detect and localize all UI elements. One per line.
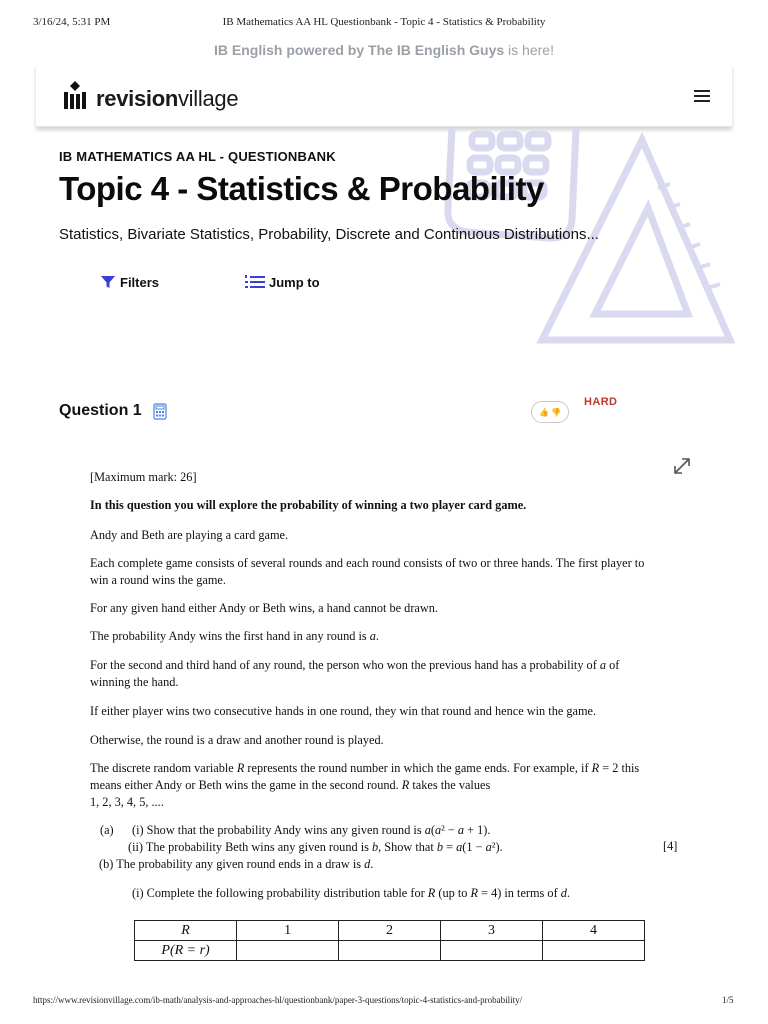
question-paragraph: Otherwise, the round is a draw and another round is played.: [90, 733, 384, 747]
hamburger-menu-icon[interactable]: [694, 90, 710, 102]
part-a-marks: [4]: [663, 839, 678, 853]
logo-text-rest: village: [177, 86, 239, 111]
part-b-i: (i) Complete the following probability distribution table for R (up to R = 4) in terms of d.: [132, 886, 570, 900]
table-row-label: P(R = r): [135, 941, 237, 961]
question-paragraph: Each complete game consists of several rounds and each round consists of two or three hands. The first player to win a round wins the game.: [90, 556, 645, 587]
table-cell: [339, 941, 441, 961]
banner-rest-text: is here!: [504, 42, 554, 58]
table-header-cell: 2: [339, 921, 441, 941]
site-logo[interactable]: [96, 86, 238, 112]
logo-text-bold: revision: [96, 86, 178, 111]
question-paragraph: If either player wins two consecutive hands in one round, they win that round and hence win the game.: [90, 704, 597, 718]
thumbs-down-icon[interactable]: 👎: [551, 407, 561, 417]
question-paragraph: For the second and third hand of any round, the person who won the previous hand has a probability of a of winning the hand.: [90, 658, 620, 689]
filters-label: Filters: [120, 274, 160, 290]
table-cell: [237, 941, 339, 961]
probability-distribution-table: [134, 920, 645, 961]
table-header-cell: 4: [542, 921, 644, 941]
question-paragraph: The discrete random variable R represents the round number in which the game ends. For example, if R = 2 this means either Andy or Beth wins the game in the second round. R takes the values 1, 2, 3, 4, 5, ....: [90, 761, 640, 809]
table-cell: [542, 941, 644, 961]
vote-buttons[interactable]: [531, 401, 569, 423]
part-b: (b) The probability any given round ends in a draw is d.: [99, 857, 374, 871]
table-header-cell: 3: [441, 921, 543, 941]
table-row: [135, 921, 645, 941]
question-intro: In this question you will explore the probability of winning a two player card game.: [90, 498, 527, 512]
print-doc-title: IB Mathematics AA HL Questionbank - Topic 4 - Statistics & Probability: [222, 16, 546, 28]
filters-button[interactable]: [100, 274, 159, 290]
table-header-cell: 1: [237, 921, 339, 941]
part-a-ii: (ii) The probability Beth wins any given round is b, Show that b = a(1 − a²).: [128, 840, 503, 854]
print-footer-url: https://www.revisionvillage.com/ib-math/analysis-and-approaches-hl/questionbank/paper-3-questions/topic-4-statistics-and-probability/: [33, 995, 523, 1005]
part-a-label: (a): [100, 823, 114, 837]
numbered-list-icon: [245, 274, 265, 290]
part-a-i: (i) Show that the probability Andy wins any given round is a(a² − a + 1).: [132, 823, 491, 837]
jump-to-button[interactable]: [245, 274, 320, 290]
books-icon: [63, 80, 87, 110]
question-paragraph: Andy and Beth are playing a card game.: [90, 528, 289, 542]
expand-icon[interactable]: [672, 456, 692, 476]
banner-bold-text: IB English powered by The IB English Guys: [214, 42, 505, 58]
filter-icon: [100, 274, 116, 290]
max-mark: [Maximum mark: 26]: [90, 470, 197, 484]
question-title: Question 1: [59, 402, 142, 419]
calculator-icon[interactable]: [153, 403, 167, 420]
print-datetime: 3/16/24, 5:31 PM: [33, 16, 111, 28]
page-subtitle: Statistics, Bivariate Statistics, Probability, Discrete and Continuous Distributions...: [59, 226, 599, 243]
question-paragraph: For any given hand either Andy or Beth wins, a hand cannot be drawn.: [90, 601, 438, 615]
print-page-number: 1/5: [722, 995, 734, 1005]
table-cell: [441, 941, 543, 961]
table-header-cell: R: [135, 921, 237, 941]
questionbank-label: IB MATHEMATICS AA HL - QUESTIONBANK: [59, 149, 336, 164]
thumbs-up-icon[interactable]: 👍: [539, 407, 549, 417]
difficulty-badge: HARD: [584, 396, 618, 408]
page-title: Topic 4 - Statistics & Probability: [59, 170, 544, 207]
question-paragraph: The probability Andy wins the first hand in any round is a.: [90, 629, 379, 643]
jump-to-label: Jump to: [269, 274, 320, 290]
table-row: [135, 941, 645, 961]
announcement-banner[interactable]: [0, 42, 768, 58]
